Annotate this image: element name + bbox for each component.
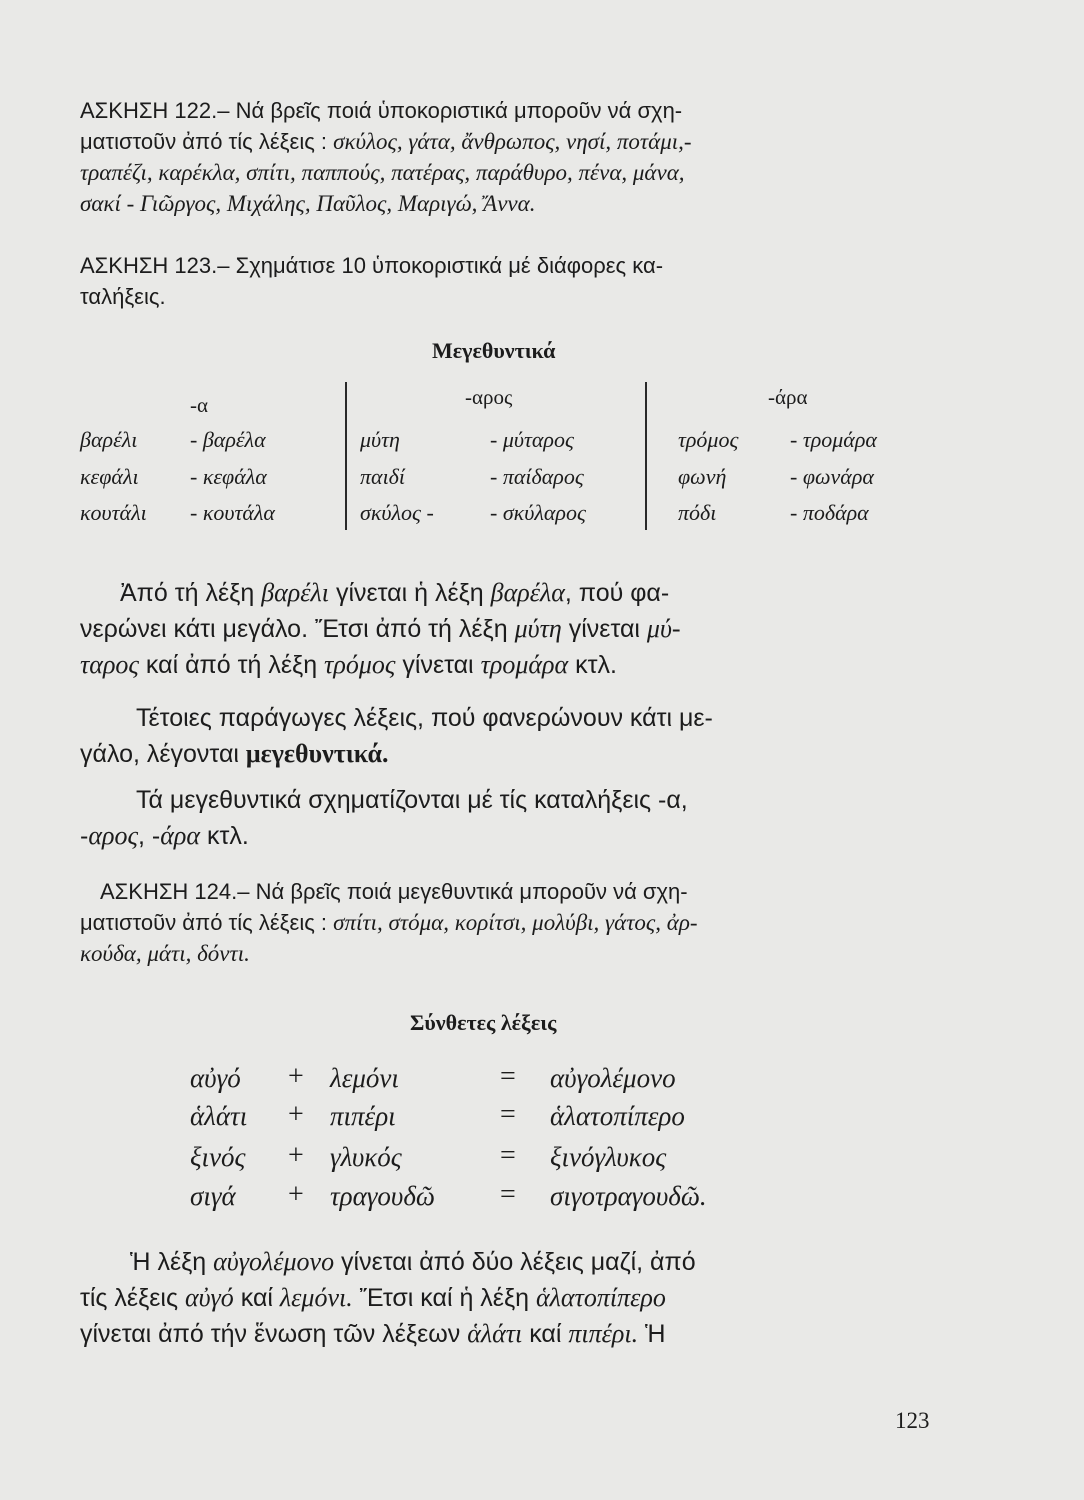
table-derived-word: - ποδάρα (790, 500, 869, 525)
compound-explanation (80, 1244, 940, 1352)
table-word: μύτη (360, 427, 400, 452)
italic-word: ἁλάτι (467, 1319, 523, 1348)
text: Ἡ λέξη (130, 1248, 214, 1276)
text: γίνεται ἀπό δύο λέξεις μαζί, ἀπό (334, 1248, 696, 1276)
exercise-124-line-3: κούδα, μάτι, δόντι. (80, 941, 250, 966)
italic-word: τρόμος (324, 650, 396, 679)
table-derived-word: - φωνάρα (790, 464, 874, 489)
exercise-122 (80, 95, 940, 219)
line (80, 736, 940, 772)
line (80, 1244, 940, 1280)
augmentative-endings (80, 782, 940, 854)
compound-result: ξινόγλυκος (550, 1142, 667, 1172)
plus-sign: + (288, 1140, 304, 1171)
text: γάλο, λέγονται (80, 740, 246, 768)
exercise-122-line-4: σακί - Γιῶργος, Μιχάλης, Παῦλος, Μαριγώ, Ἄννα. (80, 191, 536, 216)
table-word: πόδι (678, 500, 717, 525)
text: νερώνει κάτι μεγάλο. Ἔτσι ἀπό τή λέξη (80, 615, 515, 643)
table-title: Μεγεθυντικά (432, 338, 556, 363)
table-derived-word: - σκύλαρος (490, 500, 586, 525)
column-header-ara: -άρα (768, 385, 808, 409)
italic-word: άρα (160, 821, 201, 850)
text: ματιστοῦν ἀπό τίς λέξεις : (80, 129, 334, 154)
compound-part: λεμόνι (330, 1063, 399, 1093)
compound-part: σιγά (190, 1181, 236, 1211)
compound-part: αὐγό (190, 1063, 241, 1093)
equals-sign: = (500, 1140, 516, 1171)
compound-part: πιπέρι (330, 1101, 396, 1131)
column-divider (645, 382, 647, 530)
italic-word: λεμόνι. (279, 1283, 353, 1312)
text: Ἀπό τή λέξη (120, 579, 262, 607)
plus-sign: + (288, 1099, 304, 1130)
table-derived-word: - κουτάλα (190, 500, 275, 525)
exercise-124 (80, 876, 940, 969)
exercise-123-line-2: ταλήξεις. (80, 284, 166, 309)
text: , - (138, 822, 161, 850)
text: τίς λέξεις (80, 1284, 185, 1312)
italic-word: μύ- (646, 614, 681, 643)
italic-word: ταρος (80, 650, 139, 679)
equals-sign: = (500, 1099, 516, 1130)
italic-word: πιπέρι. (568, 1319, 639, 1348)
italic-word: βαρέλα (490, 578, 565, 607)
text: γίνεται ἀπό τήν ἕνωση τῶν λέξεων (80, 1320, 468, 1348)
text: γίνεται ἡ λέξη (329, 579, 491, 607)
text: κτλ. (568, 651, 617, 679)
text: κτλ. (200, 822, 249, 850)
line (80, 647, 940, 683)
bold-term: μεγεθυντικά. (245, 739, 389, 768)
text: καί ἀπό τή λέξη (138, 651, 325, 679)
text: γίνεται (561, 615, 647, 643)
text: Ἡ (638, 1320, 666, 1348)
compound-part: ξινός (190, 1142, 246, 1172)
equals-sign: = (500, 1061, 516, 1092)
table-derived-word: - τρομάρα (790, 427, 877, 452)
exercise-123 (80, 250, 940, 312)
exercise-122-line-3: τραπέζι, καρέκλα, σπίτι, παππούς, πατέρας, παράθυρο, πένα, μάνα, (80, 160, 685, 185)
italic-word: αὐγό (184, 1283, 234, 1312)
italic-word: αὐγολέμονο (213, 1247, 335, 1276)
compound-words-title: Σύνθετες λέξεις (410, 1010, 557, 1035)
compound-part: τραγουδῶ (330, 1181, 435, 1211)
column-header-a: -α (190, 393, 208, 417)
line: Τέτοιες παράγωγες λέξεις, πού φανερώνουν κάτι με- (136, 704, 713, 732)
exercise-122-line-2 (80, 126, 940, 157)
italic-word: ἁλατοπίπερο (536, 1283, 666, 1312)
augmentative-explanation (80, 575, 940, 683)
compound-result: ἁλατοπίπερο (550, 1101, 685, 1131)
table-derived-word: - μύταρος (490, 427, 574, 452)
augmentative-definition (80, 700, 940, 772)
text: καί (522, 1320, 569, 1348)
line (80, 611, 940, 647)
table-word: τρόμος (678, 427, 739, 452)
exercise-122-line-1 (80, 95, 940, 126)
text: γίνεται (395, 651, 481, 679)
compound-part: γλυκός (330, 1142, 402, 1172)
exercise-123-line-1: ΑΣΚΗΣΗ 123.– Σχημάτισε 10 ὑποκοριστικά μέ διάφορες κα- (80, 253, 664, 278)
column-header-aros: -αρος (465, 385, 513, 409)
exercise-124-line-2 (80, 907, 940, 938)
italic-word: βαρέλι (261, 578, 329, 607)
table-word: παιδί (360, 464, 406, 489)
line (80, 1316, 940, 1352)
table-derived-word: - κεφάλα (190, 464, 267, 489)
text: - (80, 822, 89, 850)
italic-word: μύτη (514, 614, 562, 643)
table-word: σκύλος - (360, 500, 434, 525)
compound-result: αὐγολέμονο (550, 1063, 676, 1093)
italic-word: αρος (88, 821, 139, 850)
word-list: σκύλος, γάτα, ἄνθρωπος, νησί, ποτάμι,- (333, 129, 692, 154)
equals-sign: = (500, 1179, 516, 1210)
table-derived-word: - βαρέλα (190, 427, 266, 452)
table-word: φωνή (678, 464, 727, 489)
plus-sign: + (288, 1179, 304, 1210)
table-word: κεφάλι (80, 464, 139, 489)
compound-result: σιγοτραγουδῶ. (550, 1181, 707, 1211)
text: ΑΣΚΗΣΗ 122.– Νά βρεῖς ποιά ὑποκοριστικά μποροῦν νά σχη- (80, 98, 683, 123)
text: , πού φα- (564, 579, 670, 607)
line (80, 818, 940, 854)
plus-sign: + (288, 1061, 304, 1092)
page-number: 123 (895, 1408, 930, 1433)
text: Ἔτσι καί ἡ λέξη (352, 1284, 536, 1312)
column-divider (345, 382, 347, 530)
table-word: βαρέλι (80, 427, 138, 452)
italic-word: τρομάρα (480, 650, 569, 679)
text: καί (233, 1284, 280, 1312)
line: Τά μεγεθυντικά σχηματίζονται μέ τίς καταλήξεις -α, (136, 786, 688, 814)
compound-part: ἁλάτι (190, 1101, 248, 1131)
table-derived-word: - παίδαρος (490, 464, 584, 489)
word-list: σπίτι, στόμα, κορίτσι, μολύβι, γάτος, ἀρ- (333, 910, 698, 935)
line (80, 575, 940, 611)
exercise-124-line-1: ΑΣΚΗΣΗ 124.– Νά βρεῖς ποιά μεγεθυντικά μποροῦν νά σχη- (100, 879, 688, 904)
line (80, 1280, 940, 1316)
table-word: κουτάλι (80, 500, 147, 525)
text: ματιστοῦν ἀπό τίς λέξεις : (80, 910, 334, 935)
